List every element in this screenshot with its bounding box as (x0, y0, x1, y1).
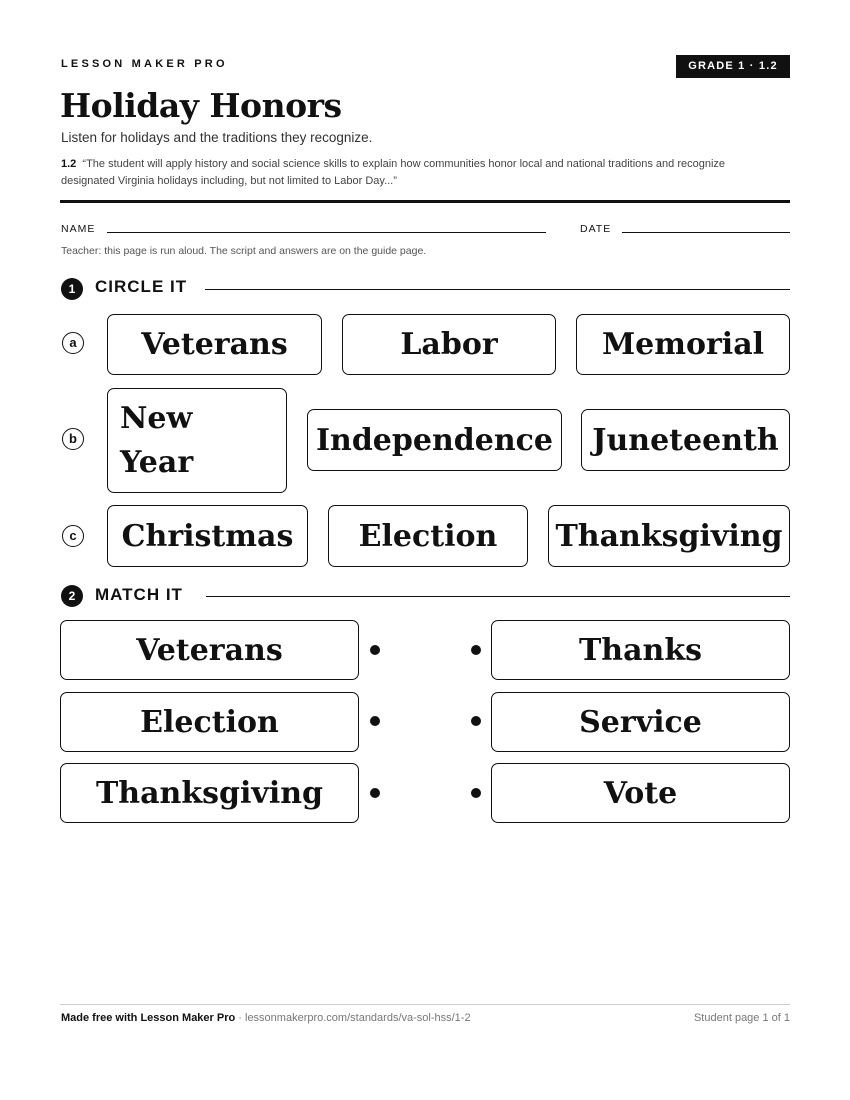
option-election[interactable]: Election (328, 505, 528, 567)
brand-name: LESSON MAKER PRO (61, 58, 228, 70)
section-2-rule (206, 596, 790, 597)
footer-divider (60, 1004, 790, 1005)
match-right-dot-3[interactable] (471, 788, 481, 798)
row-c-letter: c (62, 525, 84, 547)
footer-url[interactable]: · lessonmakerpro.com/standards/va-sol-hss/1-2 (235, 1012, 471, 1024)
page-subtitle: Listen for holidays and the traditions they recognize. (61, 130, 373, 145)
option-new-year-label: New Year (120, 400, 194, 480)
teacher-note: Teacher: this page is run aloud. The script and answers are on the guide page. (61, 245, 427, 257)
standard-code: 1.2 (61, 158, 77, 170)
option-juneteenth[interactable]: Juneteenth (581, 409, 790, 471)
row-b-letter: b (62, 428, 84, 450)
option-labor[interactable]: Labor (342, 314, 556, 375)
match-right-thanks[interactable]: Thanks (491, 620, 790, 680)
option-independence[interactable]: Independence (307, 409, 562, 471)
date-field-line[interactable] (622, 232, 790, 233)
section-1-rule (205, 289, 790, 290)
option-thanksgiving[interactable]: Thanksgiving (548, 505, 790, 567)
name-label: NAME (61, 223, 96, 235)
match-left-dot-3[interactable] (370, 788, 380, 798)
grade-badge: GRADE 1 · 1.2 (676, 55, 790, 78)
section-2-number: 2 (61, 585, 83, 607)
footer-credit (61, 1012, 471, 1024)
page-title: Holiday Honors (60, 86, 342, 125)
match-left-dot-1[interactable] (370, 645, 380, 655)
match-right-dot-2[interactable] (471, 716, 481, 726)
date-label: DATE (580, 223, 612, 235)
match-left-dot-2[interactable] (370, 716, 380, 726)
section-1-title: CIRCLE IT (95, 277, 188, 296)
standard-statement (61, 156, 781, 190)
footer-made-with: Made free with Lesson Maker Pro (61, 1012, 236, 1024)
section-2-title: MATCH IT (95, 585, 183, 604)
match-left-veterans[interactable]: Veterans (60, 620, 359, 680)
match-left-thanksgiving[interactable]: Thanksgiving (60, 763, 359, 823)
option-veterans[interactable]: Veterans (107, 314, 322, 375)
match-right-service[interactable]: Service (491, 692, 790, 752)
row-a-letter: a (62, 332, 84, 354)
match-right-vote[interactable]: Vote (491, 763, 790, 823)
footer-page-number: Student page 1 of 1 (693, 1012, 790, 1024)
name-field-line[interactable] (107, 232, 546, 233)
match-left-election[interactable]: Election (60, 692, 359, 752)
option-memorial[interactable]: Memorial (576, 314, 790, 375)
section-1-number: 1 (61, 278, 83, 300)
option-new-year[interactable] (107, 388, 287, 493)
header-divider (60, 200, 790, 203)
option-christmas[interactable]: Christmas (107, 505, 308, 567)
match-right-dot-1[interactable] (471, 645, 481, 655)
standard-text: “The student will apply history and social science skills to explain how communities honor local and national traditions and recognize designated Virginia holidays including, but not limited to Labor Day...” (61, 158, 726, 187)
